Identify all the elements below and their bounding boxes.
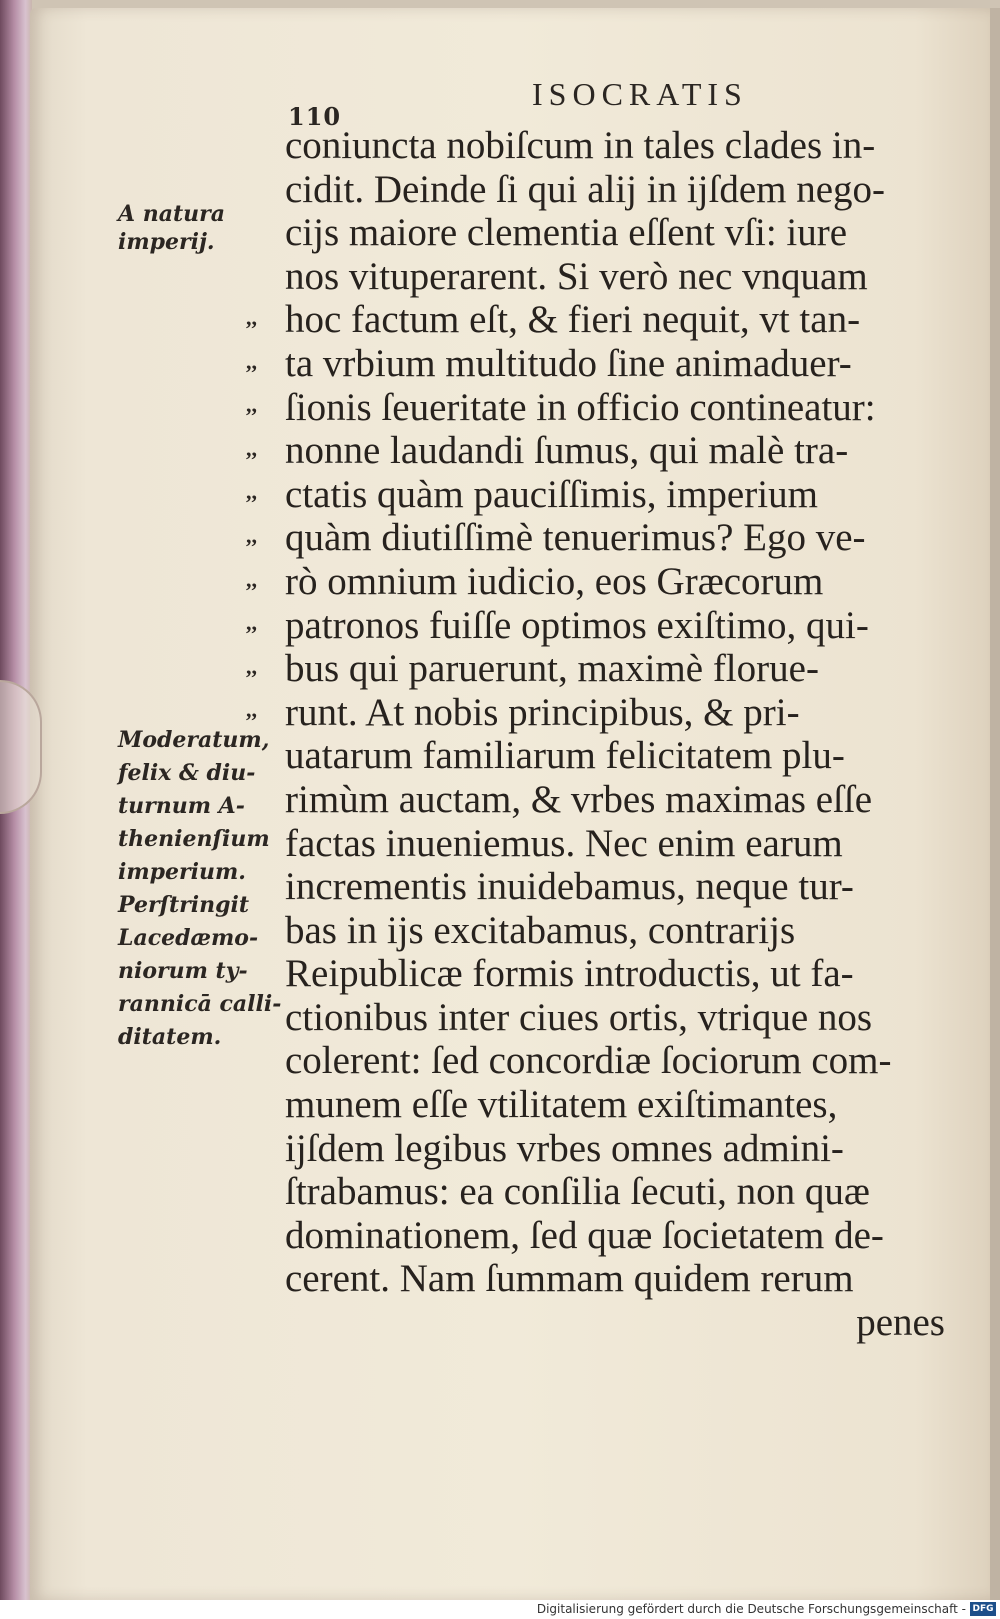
text-line: ijſdem legibus vrbes omnes admini- [285,1126,844,1170]
footer-credit: Digitalisierung gefördert durch die Deutsche Forschungsgemeinschaft - [536,1602,966,1616]
quotation-marks-column [246,296,286,732]
margin-note-line: imperium. [118,859,246,885]
page-number: 110 [288,102,342,131]
body-text [285,124,975,1345]
quote-mark: ,, [246,305,257,330]
margin-note-line: felix & diu- [118,760,256,786]
quote-mark: ,, [246,610,257,636]
text-line: rimùm auctam, & vrbes maximas eſſe [285,777,872,821]
text-line: ctionibus inter ciues ortis, vtrique nos [285,995,873,1039]
text-line: factas inueniemus. Nec enim earum [285,821,843,865]
running-title: ISOCRATIS [532,76,748,112]
text-line: ſionis ſeueritate in officio contineatur: [285,385,876,429]
margin-note-2 [118,724,288,1054]
text-line: bus qui paruerunt, maximè florue- [285,647,819,691]
text-line: cijs maiore clementia eſſent vſi: iure [285,211,848,255]
dfg-logo: DFG [970,1602,996,1616]
text-line: bas in ijs excitabamus, contrarijs [285,908,796,952]
book-clasp [0,680,42,814]
margin-note-line: Moderatum, [118,727,270,753]
text-line: nonne laudandi ſumus, qui malè tra- [285,429,849,473]
text-line: quàm diutiſſimè tenuerimus? Ego ve- [285,516,866,560]
margin-note-line: thenienſium [118,826,270,852]
quote-mark: ,, [246,392,257,418]
margin-note-1 [118,200,288,256]
quote-mark: ,, [246,348,257,374]
quote-mark: ,, [246,653,257,679]
text-line: dominationem, ſed quæ ſocietatem de- [285,1213,884,1257]
margin-note-line: Lacedæmo- [118,925,259,951]
catchword: penes [856,1301,945,1345]
text-line: nos vituperarent. Si verò nec vnquam [285,254,868,298]
quote-mark: ,, [246,479,257,505]
text-line: cerent. Nam ſummam quidem rerum [285,1257,854,1301]
text-line: munem eſſe vtilitatem exiſtimantes, [285,1083,838,1127]
text-line: patronos fuiſſe optimos exiſtimo, qui- [285,603,869,647]
running-head [0,74,1000,131]
margin-note-line: turnum A- [118,793,245,819]
text-line: ſtrabamus: ea conſilia ſecuti, non quæ [285,1170,870,1214]
margin-note-line: Perſtringit [118,892,250,918]
text-line: hoc factum eſt, & fieri nequit, vt tan- [285,298,861,342]
quote-mark: ,, [246,566,257,592]
text-line: ta vrbium multitudo ſine animaduer- [285,341,852,385]
text-line: coniuncta nobiſcum in tales clades in- [285,124,876,167]
text-line: rò omnium iudicio, eos Græcorum [285,559,824,603]
text-line: cidit. Deinde ſi qui alij in ijſdem nego- [285,167,886,211]
margin-note-line: rannicā calli- [118,991,282,1017]
page-edge [990,8,1000,1600]
margin-note-line: A natura [118,201,225,227]
text-line: colerent: ſed concordiæ ſociorum com- [285,1039,892,1083]
quote-mark: ,, [246,697,257,723]
text-line: uatarum familiarum felicitatem plu- [285,734,845,778]
text-line: ctatis quàm pauciſſimis, imperium [285,472,818,516]
text-line: runt. At nobis principibus, & pri- [285,690,800,734]
footer-bar [0,1600,1000,1619]
margin-note-line: imperij. [118,229,215,255]
text-line: incrementis inuidebamus, neque tur- [285,865,854,909]
margin-note-line: ditatem. [118,1024,222,1050]
quote-mark: ,, [246,522,257,548]
text-line: Reipublicæ formis introductis, ut fa- [285,952,854,996]
margin-note-line: niorum ty- [118,958,248,984]
quote-mark: ,, [246,435,257,461]
